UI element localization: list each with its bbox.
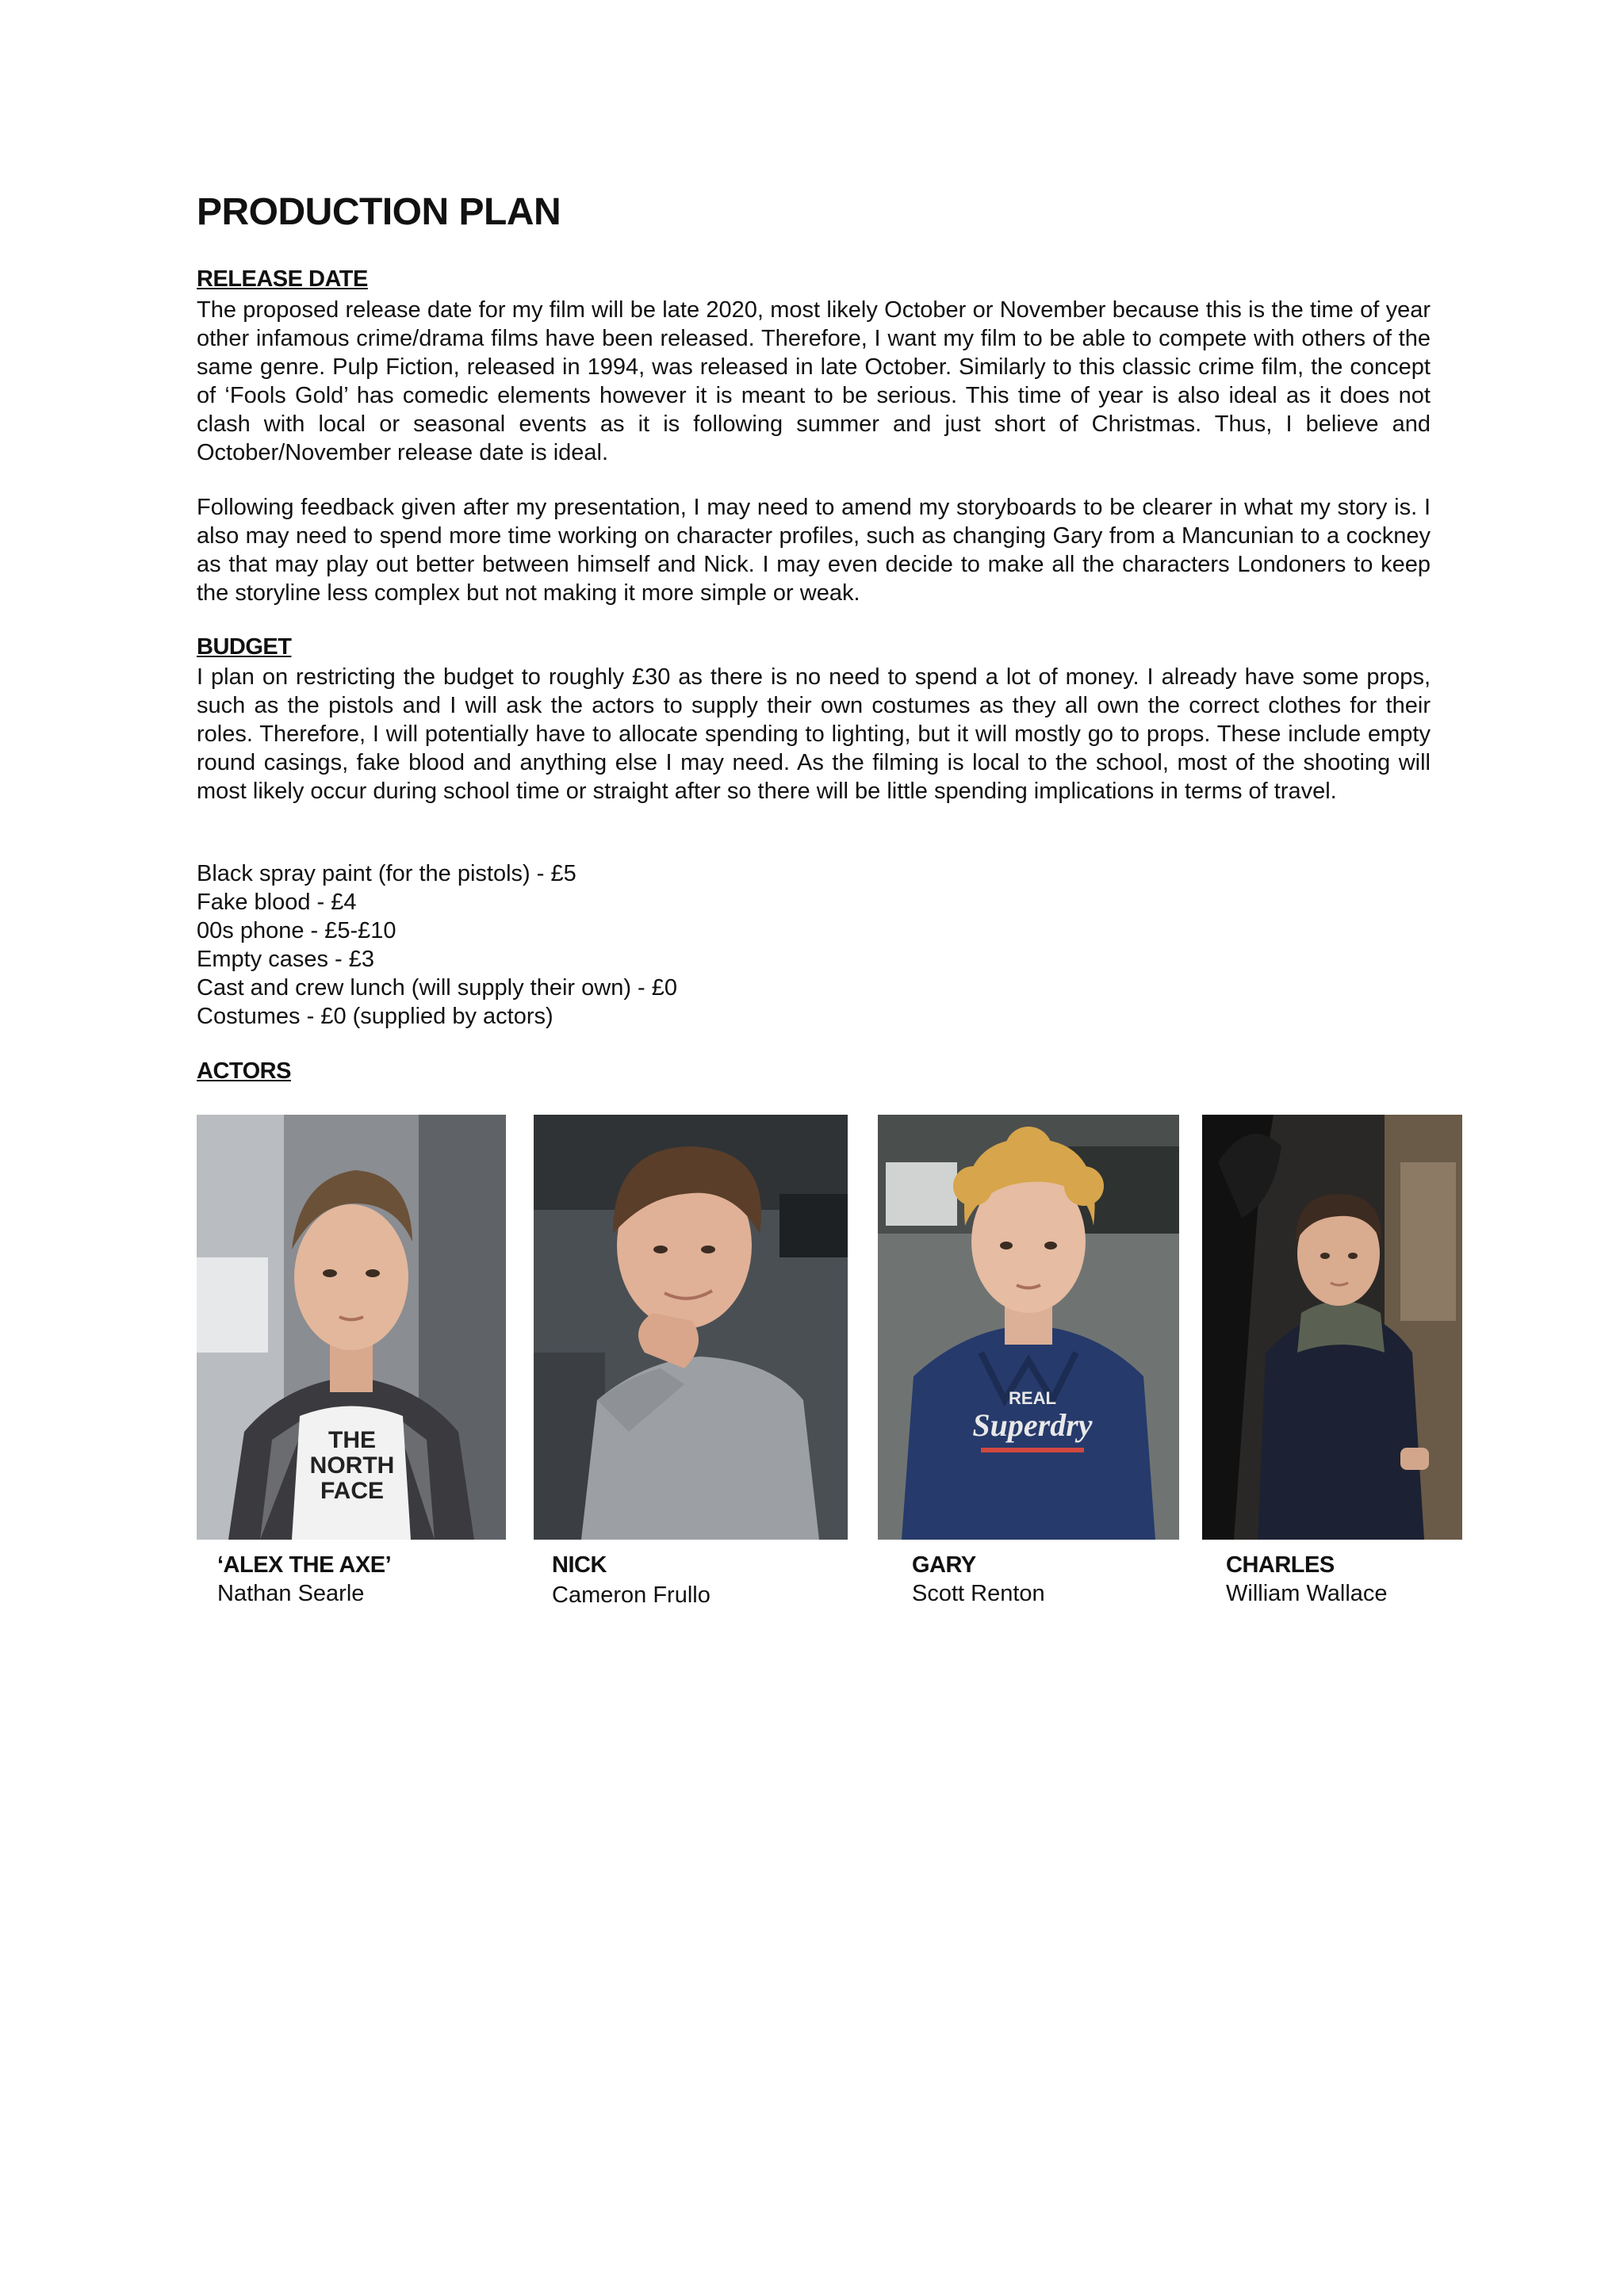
page-title: PRODUCTION PLAN: [197, 191, 561, 233]
release-date-paragraph: The proposed release date for my film will be late 2020, most likely October or November because this is the time of year other infamous crime/drama films have been released. Therefore, I want my film to be able to compete with others of the same genre. Pulp Fiction, released in 1994, was released in late October. Similarly to this classic crime film, the concept of ‘Fools Gold’ has comedic elements however it is meant to be serious. This time of year is also ideal as it does not clash with local or seasonal events as it is following summer and just short of Christmas. Thus, I believe and October/November release date is ideal.: [197, 297, 1431, 465]
shirt-text-line: NORTH: [309, 1452, 395, 1479]
feedback-paragraph: Following feedback given after my presentation, I may need to amend my storyboards to be clearer in what my story is. I also may need to spend more time working on character profiles, such as changing Gary from a Mancunian to a cockney as that may play out better between himself and Nick. I may even decide to make all the characters Londoners to keep the storyline less complex but not making it more simple or weak.: [197, 495, 1431, 606]
release-date-heading: RELEASE DATE: [197, 266, 368, 292]
actors-heading: ACTORS: [197, 1058, 291, 1084]
budget-list: [197, 859, 677, 1031]
hoodie-text-line: Superdry: [972, 1407, 1093, 1443]
shirt-text-line: THE: [328, 1427, 376, 1453]
actor-photo-charles: [1202, 1115, 1462, 1540]
budget-item: Costumes - £0 (supplied by actors): [197, 1004, 553, 1029]
actor-role-gary: GARY: [912, 1552, 976, 1578]
hoodie-text-line: REAL: [1009, 1388, 1056, 1408]
actor-name-charles: William Wallace: [1226, 1581, 1388, 1606]
budget-paragraph: I plan on restricting the budget to roughly £30 as there is no need to spend a lot of money. I already have some props, such as the pistols and I will ask the actors to supply their own costumes as they all own the correct clothes for their roles. Therefore, I will potentially have to allocate spending to lighting, but it will mostly go to props. These include empty round casings, fake blood and anything else I may need. As the filming is local to the school, most of the shooting will most likely occur during school time or straight after so there will be little spending implications in terms of travel.: [197, 664, 1431, 804]
budget-item: Fake blood - £4: [197, 890, 357, 915]
actor-photo-gary: [878, 1115, 1179, 1540]
actor-role-alex: ‘ALEX THE AXE’: [217, 1552, 392, 1578]
actor-photo-alex: [197, 1115, 506, 1540]
budget-item: Black spray paint (for the pistols) - £5: [197, 861, 576, 886]
actor-photo-nick: [534, 1115, 848, 1540]
budget-heading: BUDGET: [197, 634, 292, 660]
actor-name-nick: Cameron Frullo: [552, 1582, 710, 1608]
budget-item: Cast and crew lunch (will supply their own) - £0: [197, 975, 678, 1001]
shirt-text-line: FACE: [320, 1478, 385, 1504]
actor-name-alex: Nathan Searle: [217, 1581, 365, 1606]
actor-name-gary: Scott Renton: [912, 1581, 1045, 1606]
actor-role-nick: NICK: [552, 1552, 607, 1578]
budget-item: Empty cases - £3: [197, 947, 375, 972]
budget-item: 00s phone - £5-£10: [197, 918, 396, 943]
actor-role-charles: CHARLES: [1226, 1552, 1335, 1578]
